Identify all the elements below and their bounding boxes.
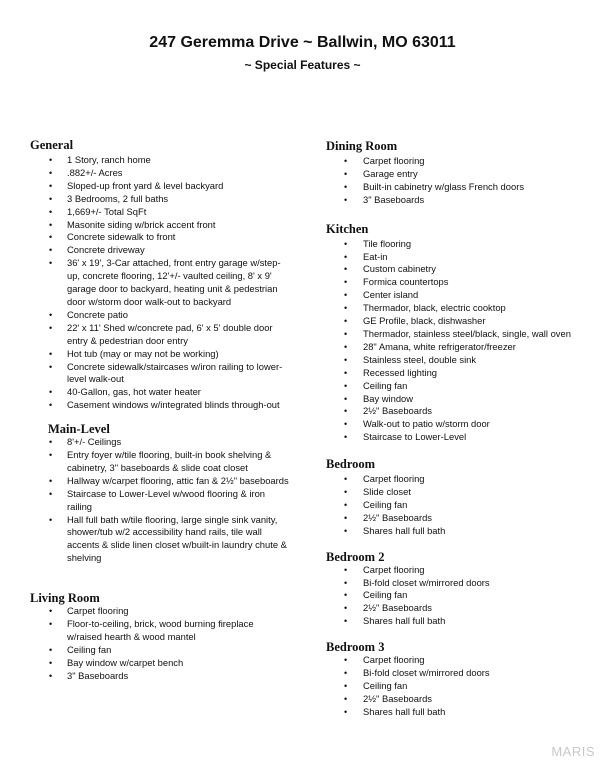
list-item: • Walk-out to patio w/storm door <box>326 418 599 431</box>
list-item: • Tile flooring <box>326 238 599 251</box>
list-item: • 1 Story, ranch home <box>30 154 290 167</box>
list-item: • Ceiling fan <box>326 589 599 602</box>
list-item: • Stainless steel, double sink <box>326 354 599 367</box>
page-subtitle: ~ Special Features ~ <box>244 58 361 72</box>
list-item: • Bay window <box>326 393 599 406</box>
list-item: • Ceiling fan <box>326 680 599 693</box>
section-heading: Bedroom <box>326 457 376 472</box>
list-item: • Shares hall full bath <box>326 525 599 538</box>
list-item: • Bi-fold closet w/mirrored doors <box>326 667 599 680</box>
page-title: 247 Geremma Drive ~ Ballwin, MO 63011 <box>149 34 456 51</box>
feature-list <box>326 238 599 445</box>
list-item: • Casement windows w/integrated blinds through-out <box>30 399 290 412</box>
list-item: • Formica countertops <box>326 276 599 289</box>
right-column <box>326 139 599 719</box>
section-bedroom-2 <box>326 550 599 629</box>
section-heading: Bedroom 2 <box>326 549 385 564</box>
section-heading: Kitchen <box>326 221 369 236</box>
left-column <box>30 138 290 683</box>
list-item: • Entry foyer w/tile flooring, built-in book shelving & cabinetry, 3" baseboards & slide coat closet <box>30 449 290 475</box>
feature-list <box>326 654 599 719</box>
list-item: • Carpet flooring <box>326 654 599 667</box>
list-item: • Masonite siding w/brick accent front <box>30 219 290 232</box>
list-item: • Thermador, black, electric cooktop <box>326 302 599 315</box>
list-item: • Carpet flooring <box>326 564 599 577</box>
section-heading: Bedroom 3 <box>326 640 385 655</box>
list-item: • Slide closet <box>326 486 599 499</box>
list-item: • Ceiling fan <box>30 644 290 657</box>
list-item: • Hallway w/carpet flooring, attic fan & 2½" baseboards <box>30 475 290 488</box>
list-item: • 28" Amana, white refrigerator/freezer <box>326 341 599 354</box>
section-general <box>30 138 290 412</box>
list-item: • Ceiling fan <box>326 380 599 393</box>
list-item: • Thermador, stainless steel/black, single, wall oven <box>326 328 599 341</box>
list-item: • Bi-fold closet w/mirrored doors <box>326 577 599 590</box>
list-item: • Hot tub (may or may not be working) <box>30 348 290 361</box>
section-kitchen <box>326 222 599 445</box>
feature-list <box>30 436 290 565</box>
list-item: • Bay window w/carpet bench <box>30 657 290 670</box>
list-item: • Carpet flooring <box>326 473 599 486</box>
list-item: • Recessed lighting <box>326 367 599 380</box>
list-item: • 3" Baseboards <box>30 670 290 683</box>
list-item: • 36' x 19', 3-Car attached, front entry garage w/step-up, concrete flooring, 12'+/- vaulted ceiling, 8' x 9' garage door to backyard, heating unit & pedestrian door w/storm door walk-out to backyard <box>30 257 290 309</box>
list-item: • Custom cabinetry <box>326 263 599 276</box>
list-item: • Staircase to Lower-Level <box>326 431 599 444</box>
list-item: • 2½" Baseboards <box>326 693 599 706</box>
list-item: • 40-Gallon, gas, hot water heater <box>30 386 290 399</box>
list-item: • Concrete patio <box>30 309 290 322</box>
list-item: • Shares hall full bath <box>326 706 599 719</box>
section-dining-room <box>326 139 599 207</box>
list-item: • Built-in cabinetry w/glass French doors <box>326 181 599 194</box>
list-item: • 2½" Baseboards <box>326 602 599 615</box>
list-item: • 1,669+/- Total SqFt <box>30 206 290 219</box>
list-item: • 3 Bedrooms, 2 full baths <box>30 193 290 206</box>
list-item: • Eat-in <box>326 251 599 264</box>
list-item: • .882+/- Acres <box>30 167 290 180</box>
list-item: • 8'+/- Ceilings <box>30 436 290 449</box>
list-item: • Hall full bath w/tile flooring, large single sink vanity, shower/tub w/2 accessibility hand rails, tile wall accents & slide linen closet w/built-in laundry chute & shelving <box>30 514 290 566</box>
feature-list <box>326 155 599 207</box>
list-item: • 3" Baseboards <box>326 194 599 207</box>
list-item: • Ceiling fan <box>326 499 599 512</box>
section-heading: Main-Level <box>48 422 110 437</box>
section-heading: General <box>30 138 74 152</box>
maris-logo: MARIS <box>551 744 595 759</box>
section-heading: Dining Room <box>326 139 398 153</box>
feature-list <box>326 473 599 538</box>
list-item: • Staircase to Lower-Level w/wood flooring & iron railing <box>30 488 290 514</box>
list-item: • Carpet flooring <box>326 155 599 168</box>
list-item: • Concrete driveway <box>30 244 290 257</box>
list-item: • Carpet flooring <box>30 605 290 618</box>
list-item: • 2½" Baseboards <box>326 405 599 418</box>
list-item: • Concrete sidewalk to front <box>30 231 290 244</box>
section-main-level <box>30 422 290 565</box>
feature-list <box>30 154 290 412</box>
list-item: • Floor-to-ceiling, brick, wood burning fireplace w/raised hearth & wood mantel <box>30 618 290 644</box>
list-item: • 2½" Baseboards <box>326 512 599 525</box>
list-item: • GE Profile, black, dishwasher <box>326 315 599 328</box>
section-bedroom <box>326 457 599 538</box>
list-item: • Center island <box>326 289 599 302</box>
section-living-room <box>30 591 290 682</box>
list-item: • Sloped-up front yard & level backyard <box>30 180 290 193</box>
list-item: • Garage entry <box>326 168 599 181</box>
list-item: • Shares hall full bath <box>326 615 599 628</box>
feature-list <box>326 564 599 629</box>
feature-list <box>30 605 290 682</box>
list-item: • Concrete sidewalk/staircases w/iron railing to lower-level walk-out <box>30 361 290 387</box>
list-item: • 22' x 11' Shed w/concrete pad, 6' x 5' double door entry & pedestrian door entry <box>30 322 290 348</box>
section-bedroom-3 <box>326 640 599 719</box>
section-heading: Living Room <box>30 591 100 606</box>
